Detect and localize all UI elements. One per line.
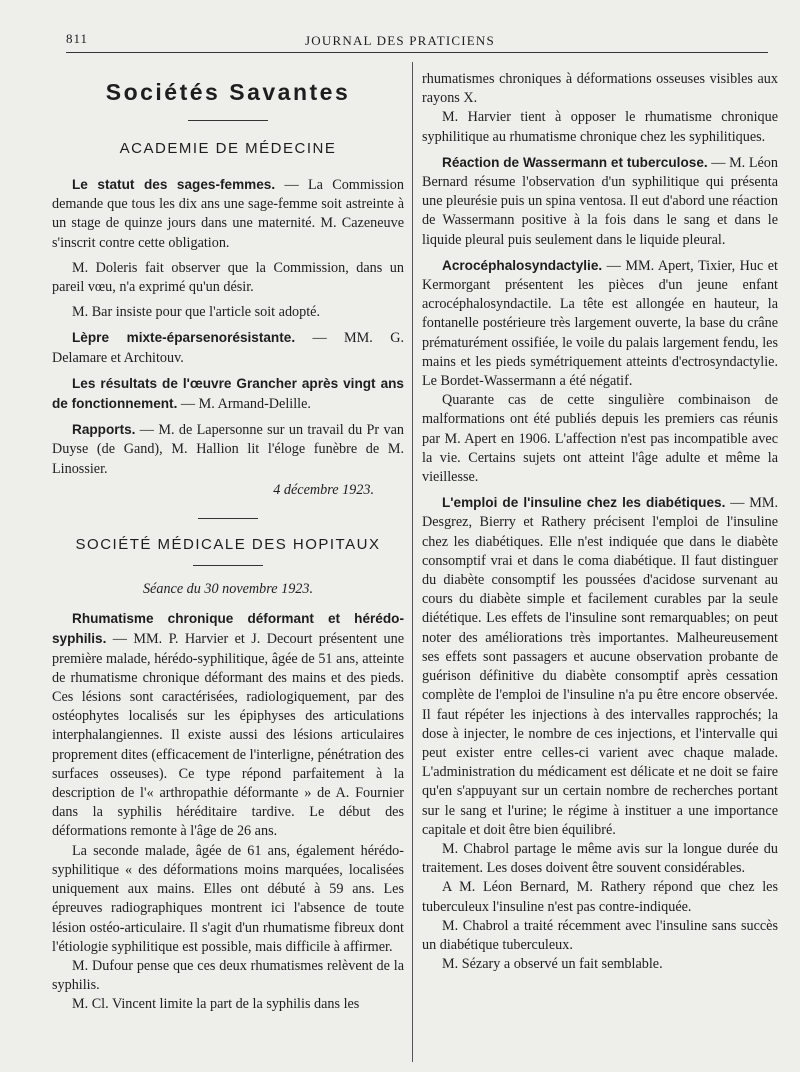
paragraph-insuline <box>422 493 778 840</box>
text-acrocephalo: — MM. Apert, Tixier, Huc et Kermorgant présentent les pièces d'un jeune enfant acrocéphalosyndactile. La tête est allongée en hauteur, la fontanelle postérieure très largement ouverte, la base du crâne prématurément ossifiée, le voile du palais largement fendu, les mains et les pieds symétriquement atteints d'ectrosyndactylie. Le Bordet-Wassermann a été négatif. <box>422 257 778 390</box>
paragraph-quarante-cas: Quarante cas de cette singulière combinaison de malformations ont été publiés depuis les premiers cas réunis par M. Apert en 1906. L'affection n'est pas incompatible avec la vie. Certains sujets ont atteint l'âge adulte et même la vieillesse. <box>422 392 778 486</box>
heading-sages-femmes: Le statut des sages-femmes. <box>72 177 276 192</box>
column-divider <box>412 62 413 1062</box>
heading-grancher: Les résultats de l'œuvre Grancher après vingt ans de fonctionnement. <box>52 375 404 412</box>
text-grancher: — M. Armand-Delille. <box>177 396 311 413</box>
paragraph-wassermann <box>422 153 778 250</box>
paragraph-grancher <box>52 374 404 414</box>
text-rhumatisme: — MM. P. Harvier et J. Decourt présentent une première malade, hérédo-syphilitique, âgée de 51 ans, atteinte de rhumatisme chronique déformant des mains et des pieds. Ces lésions sont caractérisées, radiologiquement, par des ostéophytes localisés sur les épiphyses des articulations interphalangiennes. Il existe aussi des lésions articulaires proprement dites (efficacement de l'interligne, pénétration des surfaces osseuses). Ce type répond parfaitement à la description de l'« arthropathie déformante » de A. Fournier dans la syphilis héréditaire tardive. Le début des déformations remonte à l'âge de 26 ans. <box>52 631 404 840</box>
header-rule <box>66 52 768 53</box>
text-lepre: — MM. G. Delamare et Architouv. <box>52 330 404 366</box>
text-rapports: — M. de Lapersonne sur un travail du Pr van Duyse (de Gand), M. Hallion lit l'éloge funèbre de M. Linossier. <box>52 422 404 477</box>
left-column <box>52 70 404 1015</box>
society-rule <box>193 565 263 566</box>
heading-insuline: L'emploi de l'insuline chez les diabétiques. <box>442 495 726 511</box>
heading-rhumatisme: Rhumatisme chronique déformant et hérédo-syphilis. <box>52 611 404 647</box>
text-wassermann: — M. Léon Bernard résume l'observation d'un syphilitique qui présenta une pleurésie puis un spina ventosa. Il eut d'abord une réaction de Wassermann positive à la fois dans le sang et dans le liquide pleural puis seulement dans le liquide pleural. <box>422 154 778 248</box>
paragraph-lepre <box>52 328 404 367</box>
paragraph-doleris: M. Doleris fait observer que la Commission, dans un pareil vœu, n'a exprimé qu'un désir. <box>52 259 404 296</box>
title-rule <box>188 120 268 121</box>
academy-heading: ACADEMIE DE MÉDECINE <box>119 140 337 157</box>
heading-wassermann: Réaction de Wassermann et tuberculose. <box>442 154 708 170</box>
paragraph-bar: M. Bar insiste pour que l'article soit adopté. <box>72 304 321 321</box>
seance-date: Séance du 30 novembre 1923. <box>142 581 314 598</box>
right-column <box>422 70 778 974</box>
paragraph-continued: rhumatismes chroniques à déformations osseuses visibles aux rayons X. <box>422 71 778 107</box>
paragraph-chabrol-tuberculeux: M. Chabrol a traité récemment avec l'insuline sans succès un diabétique tuberculeux. <box>422 917 778 953</box>
text-sages-femmes: — La Commission demande que tous les dix ans une sage-femme soit astreinte à un stage de quinze jours dans une maternité. M. Cazeneuve s'inscrit contre cette obligation. <box>52 177 404 251</box>
section-divider <box>198 518 258 519</box>
paragraph-dufour: M. Dufour pense que ces deux rhumatismes relèvent de la syphilis. <box>52 957 404 994</box>
heading-acrocephalo: Acrocéphalosyndactylie. <box>442 257 603 273</box>
paragraph-rapports <box>52 420 404 479</box>
paragraph-rhumatisme <box>52 609 404 841</box>
session-date: 4 décembre 1923. <box>273 481 374 498</box>
heading-rapports: Rapports. <box>72 422 136 438</box>
paragraph-chabrol: M. Chabrol partage le même avis sur la longue durée du traitement. Les doses doivent être souvent considérables. <box>422 840 778 877</box>
heading-lepre: Lèpre mixte-éparsenorésistante. <box>72 330 296 346</box>
paragraph-seconde-malade: La seconde malade, âgée de 61 ans, également hérédo-syphilitique « des déformations moins marquées, localisées uniquement aux mains. Elles ont débuté à 59 ans. Les épreuves radiographiques montrent ici l'absence de toute lésion ostéo-articulaire. Il s'agit d'un rhumatisme fibreux dont l'étiologie syphilitique est possible, mais difficile à affirmer. <box>52 842 404 955</box>
text-insuline: — MM. Desgrez, Bierry et Rathery précisent l'emploi de l'insuline chez les diabétiques. Elle n'est indiquée que dans le diabète consomptif vrai et dans le coma diabétique. Il faut distinguer du diabète consomptif les poussées d'acidose survenant au cours du diabète simple et facilement curables par la seule diététique. Les effets de l'insuline sont remarquables; on peut noter des améliorations très importantes. Malheureusement ses effets sont passagers et aucune observation probante de guérison définitive du diabète consomptif après cessation complète de l'emploi de l'insuline n'a pu être encore observée. Il faut répéter les injections à des intervalles rapprochés; la dose à injecter, le nombre de ces injections, et l'intervalle qui peut exister entre celles-ci varient avec chaque malade. L'administration du médicament est délicate et ne doit se faire qu'en s'appuyant sur un certain nombre de recherches portant sur le sang et l'urine; le régime à instituer a une importance capitale et doit être bien équilibré. <box>422 495 778 838</box>
society-heading: SOCIÉTÉ MÉDICALE DES HOPITAUX <box>75 536 381 554</box>
paragraph-vincent: M. Cl. Vincent limite la part de la syphilis dans les <box>72 996 360 1013</box>
paragraph-acrocephalo <box>422 256 778 391</box>
section-title: Sociétés Savantes <box>105 79 351 105</box>
page-number: 811 <box>66 31 89 46</box>
running-head: JOURNAL DES PRATICIENS <box>305 33 495 48</box>
paragraph-sages-femmes <box>52 175 404 253</box>
paragraph-harvier: M. Harvier tient à opposer le rhumatisme chronique syphilitique au rhumatisme chronique chez les syphilitiques. <box>422 109 778 145</box>
paragraph-bernard-rathery: A M. Léon Bernard, M. Rathery répond que chez les tuberculeux l'insuline n'est pas contre-indiquée. <box>422 879 778 915</box>
paragraph-sezary: M. Sézary a observé un fait semblable. <box>442 956 663 973</box>
